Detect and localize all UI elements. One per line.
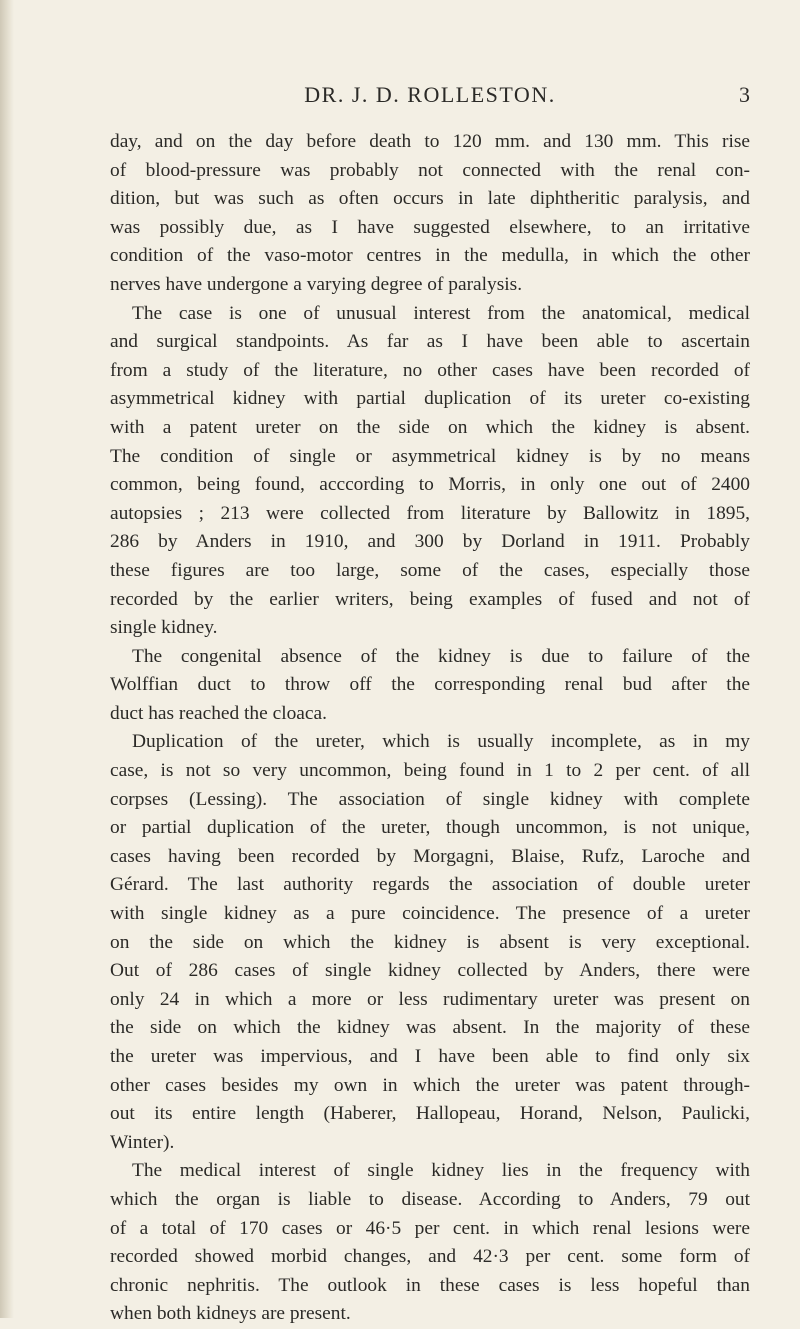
text-line: Out of 286 cases of single kidney collected by Anders, there were [110,960,750,982]
text-line: out its entire length (Haberer, Hallopeau, Horand, Nelson, Paulicki, [110,1103,750,1125]
text-line: Winter). [110,1131,175,1153]
text-line: nerves have undergone a varying degree of paralysis. [110,273,523,295]
text-line: or partial duplication of the ureter, though uncommon, is not unique, [110,817,750,839]
text-line: the ureter was impervious, and I have been able to find only six [110,1046,750,1067]
text-line: cases having been recorded by Morgagni, Blaise, Rufz, Laroche and [110,845,750,867]
text-line: 286 by Anders in 1910, and 300 by Dorland in 1911. Probably [110,531,750,553]
text-line: dition, but was such as often occurs in late diphtheritic paralysis, and [110,188,750,210]
text-line: The condition of single or asymmetrical kidney is by no means [110,445,750,467]
text-line: duct has reached the cloaca. [110,702,327,724]
text-line: Gérard. The last authority regards the association of double ureter [110,874,750,896]
text-line: which the organ is liable to disease. According to Anders, 79 out [110,1188,750,1210]
text-line: corpses (Lessing). The association of single kidney with complete [110,788,750,810]
running-title: DR. J. D. ROLLESTON. [304,82,556,107]
text-line: the side on which the kidney was absent. In the majority of these [110,1017,750,1039]
text-line: common, being found, acccording to Morris, in only one out of 2400 [110,474,750,496]
text-line: with single kidney as a pure coincidence. The presence of a ureter [110,903,750,925]
text-line: on the side on which the kidney is absent is very exceptional. [110,931,750,953]
text-line: and surgical standpoints. As far as I have been able to ascertain [110,331,750,353]
text-line: other cases besides my own in which the ureter was patent through- [110,1074,750,1096]
text-line: asymmetrical kidney with partial duplication of its ureter co-existing [110,388,750,410]
text-line: Wolffian duct to throw off the corresponding renal bud after the [110,674,750,696]
text-line: recorded showed morbid changes, and 42·3 per cent. some form of [110,1246,750,1268]
text-line: when both kidneys are present. [110,1303,351,1325]
text-line: The congenital absence of the kidney is due to failure of the [132,645,750,667]
page-binding-edge [0,0,14,1318]
text-line: single kidney. [110,617,218,639]
page-number: 3 [739,82,750,107]
text-line: only 24 in which a more or less rudimentary ureter was present on [110,988,750,1010]
text-line: condition of the vaso-motor centres in the medulla, in which the other [110,245,750,267]
text-line: The medical interest of single kidney lies in the frequency with [132,1160,750,1182]
text-line: was possibly due, as I have suggested elsewhere, to an irritative [110,216,750,238]
text-line: of blood-pressure was probably not connected with the renal con- [110,159,750,181]
text-line: with a patent ureter on the side on which the kidney is absent. [110,416,750,438]
text-line: autopsies ; 213 were collected from literature by Ballowitz in 1895, [110,502,750,524]
text-line: chronic nephritis. The outlook in these cases is less hopeful than [110,1274,750,1296]
text-line: of a total of 170 cases or 46·5 per cent. in which renal lesions were [110,1217,750,1239]
text-line: case, is not so very uncommon, being found in 1 to 2 per cent. of all [110,760,750,782]
text-line: these figures are too large, some of the cases, especially those [110,559,750,581]
text-line: recorded by the earlier writers, being examples of fused and not of [110,588,750,610]
text-line: day, and on the day before death to 120 mm. and 130 mm. This rise [110,131,750,152]
text-line: Duplication of the ureter, which is usually incomplete, as in my [132,731,750,753]
body-text [110,128,750,1329]
text-line: The case is one of unusual interest from the anatomical, medical [132,302,750,324]
text-line: from a study of the literature, no other cases have been recorded of [110,359,750,381]
page-header [110,76,750,116]
